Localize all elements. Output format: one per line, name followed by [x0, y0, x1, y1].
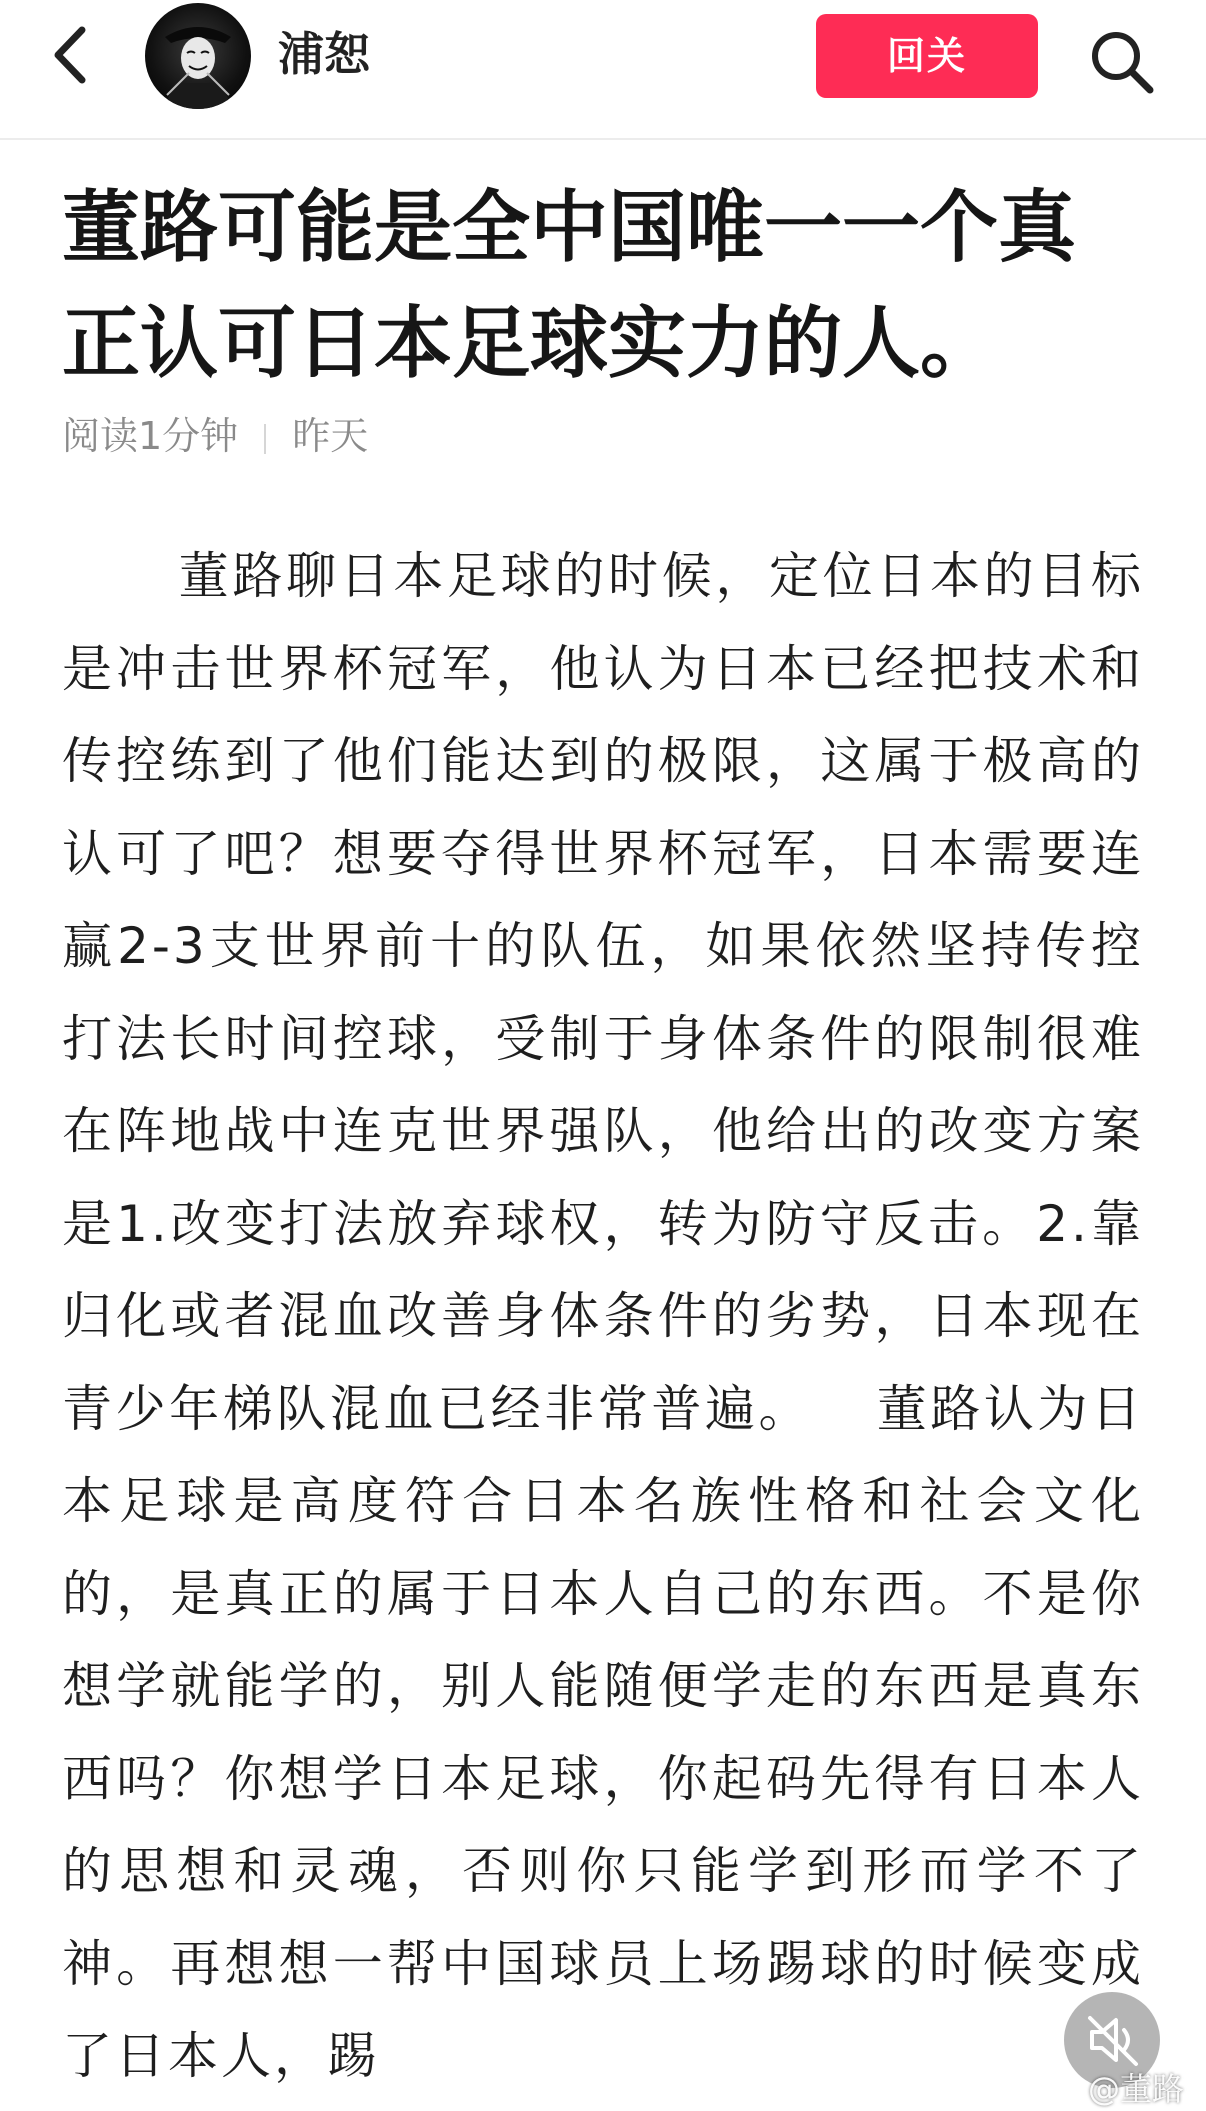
search-button[interactable] — [1086, 26, 1158, 98]
chevron-left-icon — [46, 24, 100, 86]
read-time: 阅读1分钟 — [62, 414, 239, 458]
top-navigation-bar — [0, 0, 1206, 140]
paragraph-1: 董路聊日本足球的时候，定位日本的目标是冲击世界杯冠军，他认为日本已经把技术和传控练到了他们能达到的极限，这属于极高的认可了吧？想要夺得世界杯冠军，日本需要连赢2-3支世界前十的队伍，如果依然坚持传控打法长时间控球，受制于身体条件的限制很难在阵地战中连克世界强队，他给出的改变方案是1.改变打法放弃球权，转为防守反击。2.靠归化或者混血改善身体条件的劣势，日本现在青少年梯队混血已经非常普遍。 — [62, 547, 1144, 1438]
article-meta — [62, 412, 368, 460]
meta-divider — [264, 424, 266, 454]
search-icon — [1086, 26, 1158, 98]
back-button[interactable] — [46, 24, 100, 86]
masked-figure-icon — [145, 3, 251, 109]
weibo-watermark: @董路 — [1088, 2070, 1185, 2108]
author-avatar[interactable] — [145, 3, 251, 109]
article-body — [62, 530, 1144, 2103]
paragraph-2: 董路认为日本足球是高度符合日本名族性格和社会文化的，是真正的属于日本人自己的东西。不是你想学就能学的，别人能随便学走的东西是真东西吗？你想学日本足球，你起码先得有日本人的思想和灵魂，否则你只能学到形而学不了神。再想想一帮中国球员上场踢球的时候变成了日本人，踢 — [62, 1379, 1145, 2085]
author-name[interactable]: 浦恕 — [278, 27, 370, 81]
post-date: 昨天 — [292, 414, 369, 458]
article-title: 董路可能是全中国唯一一个真正认可日本足球实力的人。 — [62, 183, 1077, 389]
follow-back-button[interactable]: 回关 — [816, 14, 1038, 98]
